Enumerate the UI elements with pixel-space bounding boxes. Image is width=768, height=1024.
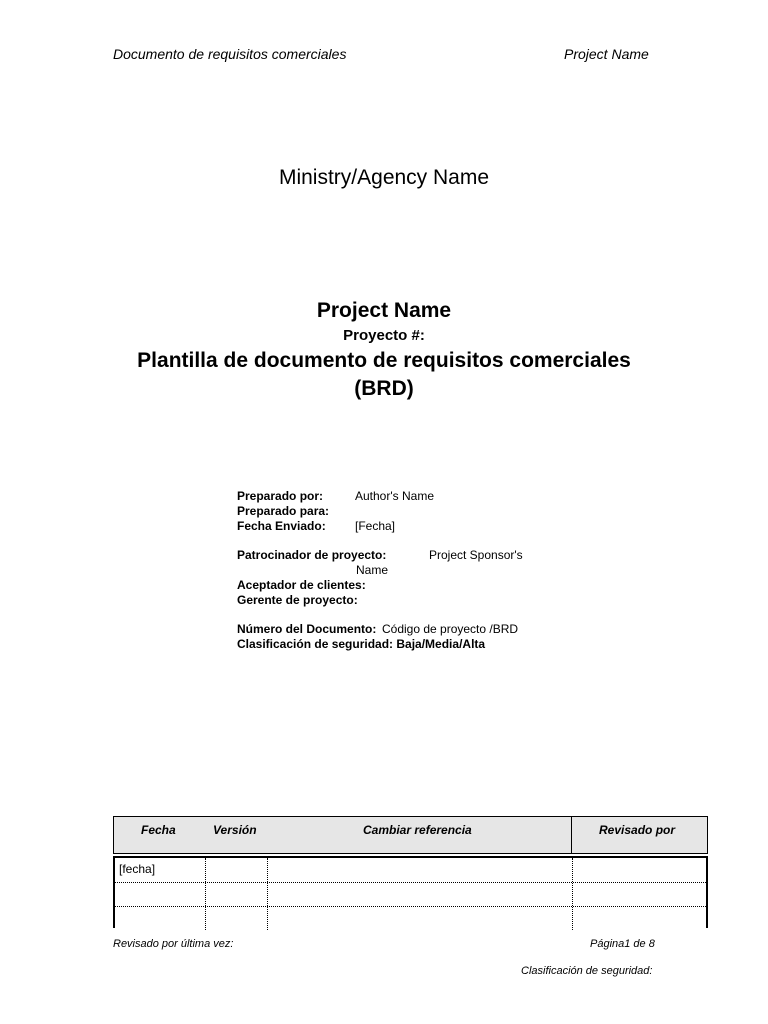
document-number-value: Código de proyecto /BRD (382, 622, 519, 636)
date-sent-value: [Fecha] (355, 519, 396, 533)
header-version: Versión (213, 823, 257, 837)
footer-page-number: Página1 de 8 (590, 938, 655, 950)
header-project-name: Project Name (564, 46, 649, 62)
prepared-by-value: Author's Name (355, 489, 434, 503)
header-revisado-por: Revisado por (599, 823, 676, 837)
document-title (0, 347, 768, 403)
ministry-name: Ministry/Agency Name (278, 166, 490, 189)
document-title-line-1: Plantilla de documento de requisitos comerciales (137, 349, 631, 372)
table-cell-fecha: [fecha] (119, 862, 156, 876)
security-classification: Clasificación de seguridad: Baja/Media/Alta (237, 637, 486, 651)
table-row (115, 906, 706, 930)
column-divider (267, 858, 268, 930)
sponsor-label: Patrocinador de proyecto: (237, 548, 387, 562)
sponsor-block (237, 548, 597, 608)
header-divider (571, 817, 572, 853)
customer-acceptor-label: Aceptador de clientes: (237, 578, 366, 592)
footer-last-revised: Revisado por última vez: (113, 938, 234, 950)
document-title-line-2: (BRD) (354, 377, 414, 400)
column-divider (205, 858, 206, 930)
header-fecha: Fecha (141, 823, 176, 837)
column-divider (572, 858, 573, 930)
header-doc-title: Documento de requisitos comerciales (113, 46, 347, 62)
document-number-label: Número del Documento: (237, 622, 377, 636)
prepared-by-label: Preparado por: (237, 489, 324, 503)
project-number-label: Proyecto #: (343, 327, 425, 344)
sponsor-value: Project Sponsor's (429, 548, 523, 562)
document-info-block (237, 622, 597, 652)
footer-security: Clasificación de seguridad: (521, 965, 653, 977)
date-sent-label: Fecha Enviado: (237, 519, 326, 533)
project-name: Project Name (316, 299, 452, 322)
table-row (115, 882, 706, 907)
prepared-block (237, 489, 557, 534)
revision-table-header (113, 816, 708, 854)
prepared-for-label: Preparado para: (237, 504, 330, 518)
project-manager-label: Gerente de proyecto: (237, 593, 358, 607)
table-row (115, 858, 706, 883)
sponsor-value-cont: Name (356, 563, 389, 577)
header-cambiar-referencia: Cambiar referencia (363, 823, 472, 837)
revision-table-body (113, 856, 708, 928)
